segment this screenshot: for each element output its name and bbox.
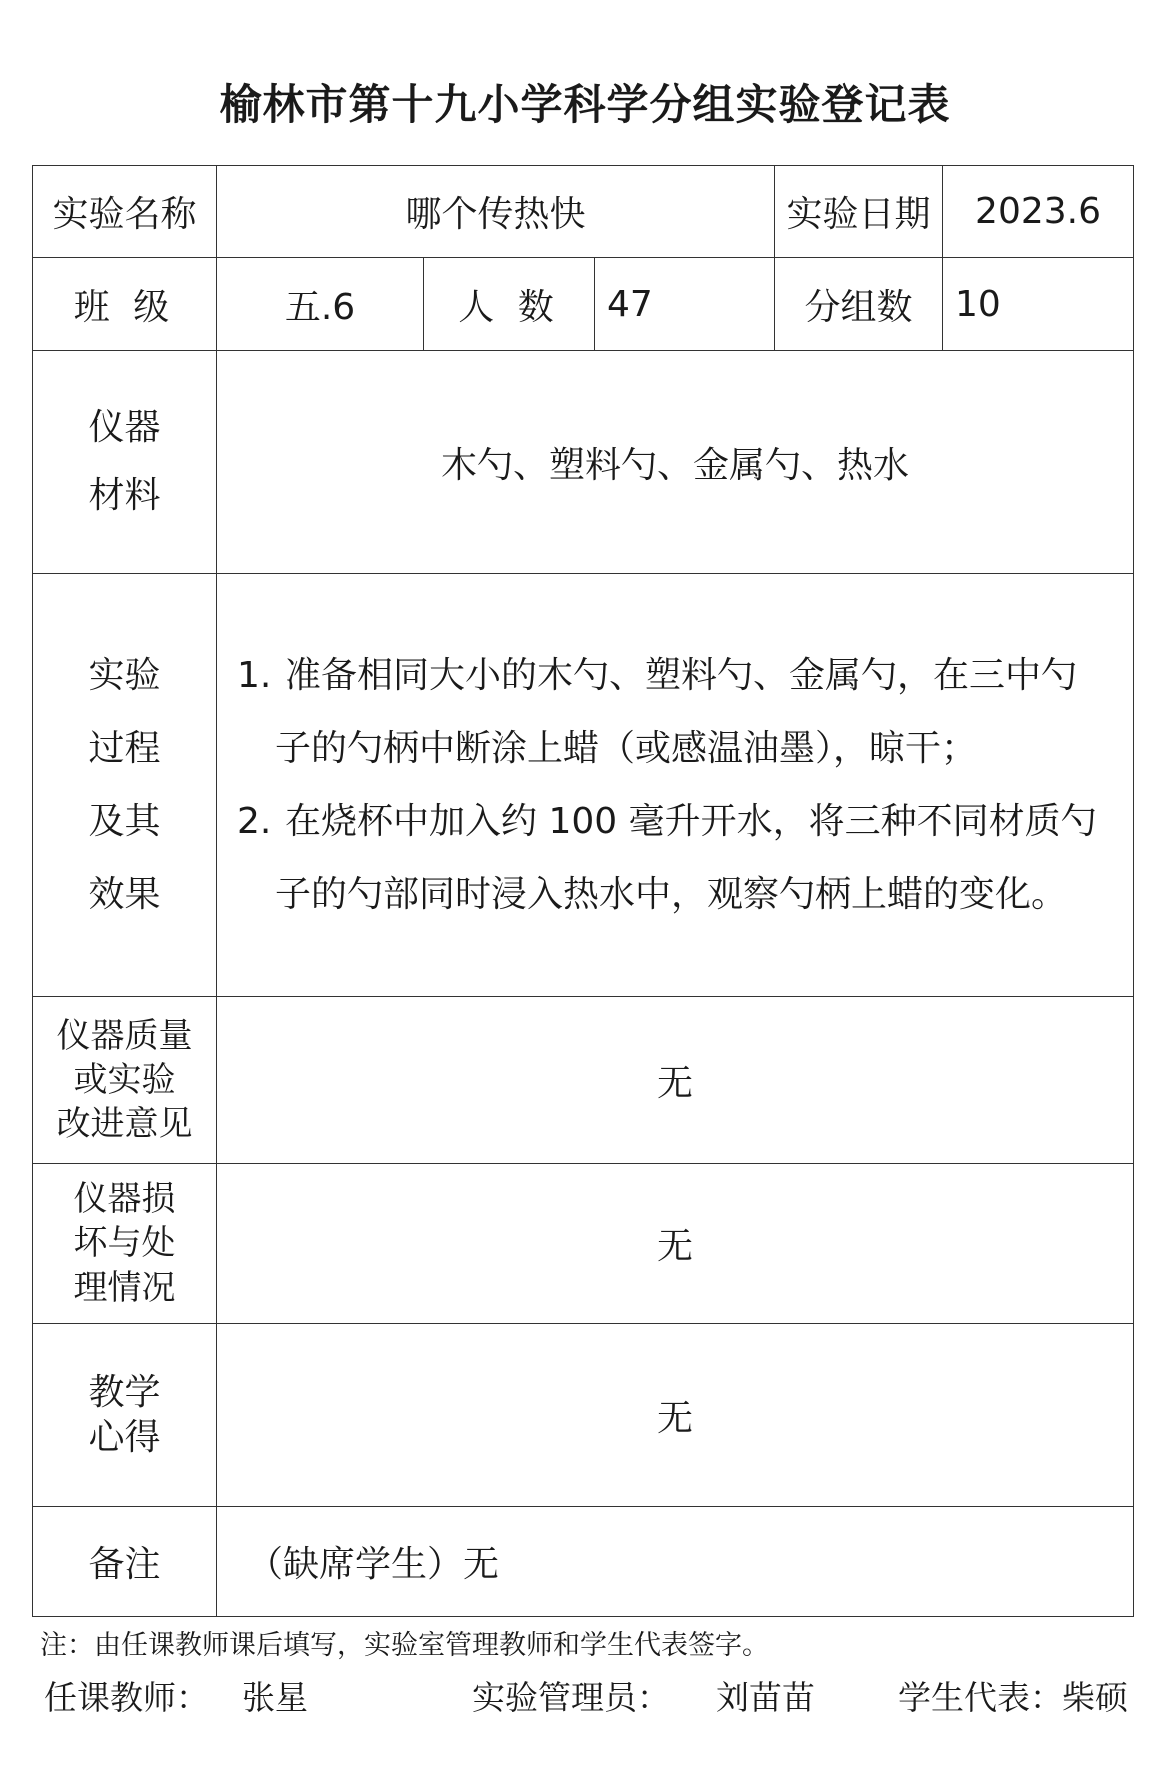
step-text: 子的勺部同时浸入热水中，观察勺柄上蜡的变化。 [275, 874, 1068, 915]
damage-label-line: 仪器损 [73, 1179, 176, 1220]
teaching-label-line: 教学 [88, 1372, 161, 1413]
table-row [33, 997, 1134, 1164]
page-title: 榆林市第十九小学科学分组实验登记表 [219, 80, 951, 129]
class-label: 班 级 [33, 258, 217, 351]
quality-value: 无 [217, 997, 1134, 1164]
experiment-date-label: 实验日期 [775, 166, 943, 258]
process-step [237, 639, 1115, 785]
step-number: 2. [237, 801, 272, 842]
student-signature-name: 柴硕 [1062, 1678, 1128, 1717]
admin-signature-name: 刘苗苗 [716, 1678, 815, 1717]
equipment-label [33, 351, 217, 574]
group-count-label: 分组数 [775, 258, 943, 351]
quality-label-line: 或实验 [73, 1059, 176, 1100]
quality-label-line: 改进意见 [56, 1104, 193, 1145]
process-label-line: 及其 [88, 801, 161, 842]
experiment-date-value: 2023.6 [943, 166, 1134, 258]
teaching-label [33, 1324, 217, 1507]
experiment-name-value: 哪个传热快 [217, 166, 775, 258]
step-text: 子的勺柄中断涂上蜡（或感温油墨），晾干； [275, 728, 978, 769]
process-label [33, 574, 217, 997]
step-number: 1. [237, 655, 272, 696]
table-row [33, 1324, 1134, 1507]
damage-value: 无 [217, 1164, 1134, 1324]
class-value: 五.6 [217, 258, 424, 351]
teaching-label-line: 心得 [88, 1417, 161, 1458]
table-row [33, 351, 1134, 574]
group-count-value: 10 [943, 258, 1134, 351]
step-text: 在烧杯中加入约 100 毫升开水，将三种不同材质勺 [285, 801, 1097, 842]
admin-signature-label: 实验管理员： [472, 1678, 670, 1717]
table-row [33, 1507, 1134, 1617]
student-count-label: 人 数 [424, 258, 595, 351]
process-label-line: 过程 [88, 728, 161, 769]
equipment-label-line: 材料 [88, 475, 161, 516]
teaching-value: 无 [217, 1324, 1134, 1507]
damage-label-line: 理情况 [73, 1267, 176, 1308]
remarks-value: （缺席学生）无 [217, 1507, 1134, 1617]
table-row [33, 1164, 1134, 1324]
teacher-signature-name: 张星 [242, 1678, 308, 1717]
teacher-signature-label: 任课教师： [44, 1678, 209, 1717]
equipment-value: 木勺、塑料勺、金属勺、热水 [217, 351, 1134, 574]
process-step [237, 785, 1115, 931]
process-label-line: 实验 [88, 655, 161, 696]
table-row [33, 258, 1134, 351]
registration-table [32, 165, 1134, 1617]
step-text: 准备相同大小的木勺、塑料勺、金属勺，在三中勺 [285, 655, 1078, 696]
remarks-label: 备注 [33, 1507, 217, 1617]
student-count-value: 47 [595, 258, 775, 351]
student-signature-label: 学生代表： [898, 1678, 1063, 1717]
experiment-name-label: 实验名称 [33, 166, 217, 258]
footnote: 注：由任课教师课后填写，实验室管理教师和学生代表签字。 [40, 1630, 769, 1661]
quality-label-line: 仪器质量 [56, 1015, 193, 1056]
process-content [217, 574, 1134, 997]
damage-label [33, 1164, 217, 1324]
equipment-label-line: 仪器 [88, 406, 161, 448]
table-row [33, 574, 1134, 997]
damage-label-line: 坏与处 [73, 1223, 176, 1264]
table-row [33, 166, 1134, 258]
quality-label [33, 997, 217, 1164]
process-label-line: 效果 [88, 874, 161, 915]
